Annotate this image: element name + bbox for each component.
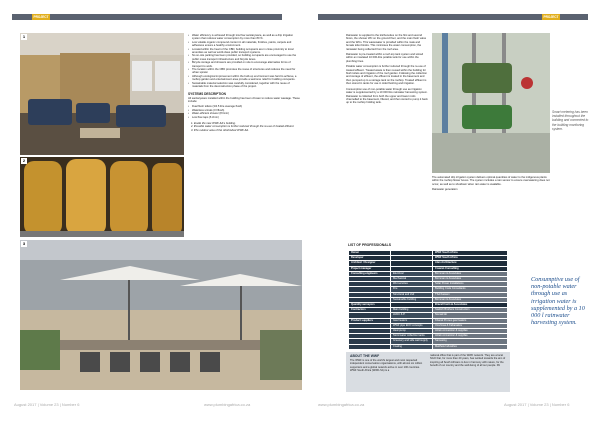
professional-company: WWF South Africa xyxy=(433,251,508,256)
system-item: • Waterless urinals (0 l/flush) xyxy=(188,109,300,112)
professional-company: Umvimea & Kahanakou xyxy=(433,323,508,328)
photo-number-3: 3 xyxy=(22,241,26,246)
system-item: • Water-efficient shower (8 l/min) xyxy=(188,112,300,115)
professional-role: Project manager xyxy=(349,266,391,271)
footer-right-url: www.plumbingafrica.co.za xyxy=(318,402,365,407)
professionals-heading: LIST OF PROFESSIONALS xyxy=(348,243,391,247)
professional-subrole: HVAC & P. xyxy=(391,313,433,318)
meter-caption: Smart metering has been installed throughout the building and connected to the building monitoring system. xyxy=(552,110,589,131)
professional-company: Khanal Pronex gas heaters xyxy=(433,318,508,323)
paragraph: Potable water consumption is further reduced through the re-use of treated effluent. Treated waste is then reused within the building for flush toilets and irrigation of the roof garden. Following the collection and storage of effluent, the effluent is treated in the basement and then pumped up to a storage tank on the rooftop. Treated effluent is then stored in tanks for use in toilet flushing and irrigation. xyxy=(346,65,427,86)
paragraph: Rainwater is supplied to the kitchenettes on the first and second floors, the shower WC on the ground floor, and the main flush valve and the WCs. This wastewater is provided within the male and female toilet blocks. This minimises the water consumption, the rainwater being collected from the roof area. xyxy=(346,34,427,51)
left-text-column xyxy=(188,34,300,132)
professional-company: Bornman & Associates xyxy=(433,277,508,282)
about-heading: ABOUT THE WWF xyxy=(350,354,380,358)
photo-tanks xyxy=(20,157,184,237)
professional-role: Quantity surveyors xyxy=(349,303,391,308)
about-text-left: The WWF is one of the world's largest and most respected independent conservation organisations, with almost six million supporters and a global network active in over 100 countries. WWF South Africa (WWF-SA) is a xyxy=(350,359,423,372)
about-box xyxy=(346,352,510,392)
systems-heading: SYSTEMS DESCRIPTION xyxy=(188,91,226,96)
caption-1: • 1. Inside the new WWF-SA's building. xyxy=(194,122,300,125)
professional-company: TSA Kareem xyxy=(433,292,508,297)
professional-subrole: Fire xyxy=(391,287,433,292)
professional-subrole: Coating xyxy=(391,344,433,349)
feature-item: • The location within the CBD promotes the reuse of structures and reduces the need for urban sprawl. xyxy=(188,68,300,75)
photo-lobby xyxy=(20,33,184,155)
footer-left-url: www.plumbingafrica.co.za xyxy=(204,402,251,407)
professional-subrole: Heat pump xyxy=(391,329,433,334)
paragraph: Rainwater generation xyxy=(432,188,458,192)
professional-company: Nomad Air xyxy=(433,313,508,318)
header-tag-right: PROJECT xyxy=(543,15,559,19)
paragraph: Rainwater is pre-treated within a roof-top tank system and stored within an insulated 10 000-litre potable tank for use within the plumbing lines. xyxy=(346,53,424,63)
professional-company: Airtek conversion & supplies xyxy=(433,329,508,334)
professional-company: Alan Architecture xyxy=(433,261,508,266)
feature-item: • Sustainable material selection was carefully considered, together with the reuse of materials from the deconstruction phase of the project. xyxy=(188,82,300,89)
feature-item: • Although ecological improvement within the built-up environment was hard to achieve, a rooftop garden and entertainment area provide a welcome relief for building occupants. xyxy=(188,75,300,82)
right-text-column xyxy=(432,176,550,194)
features-list xyxy=(188,34,300,89)
professional-subrole: Electrical xyxy=(391,271,433,276)
professional-company: Bornman & Associates xyxy=(433,297,508,302)
professional-company: Stattich Brothers Construction xyxy=(433,308,508,313)
professional-role: Product suppliers xyxy=(349,318,391,323)
professional-subrole: Mechanical xyxy=(391,277,433,282)
professional-company: Airtek conversion & supplies xyxy=(433,334,508,339)
professional-role: Consulting engineers xyxy=(349,271,391,276)
professional-subrole: Greenery and side wall supply xyxy=(391,339,433,344)
middle-text-column xyxy=(346,34,428,107)
professional-role xyxy=(349,344,391,349)
photo-captions xyxy=(188,122,300,132)
professional-company: Building Code Consultants xyxy=(433,287,508,292)
professional-subrole: Gas heaters xyxy=(391,318,433,323)
header-tag-left: PROJECT xyxy=(33,15,49,19)
about-text-right: national office that is part of the WWF network. They are a local NGO that, for more than 40 years, has worked towards the aim of inspiring all South Africans to live in harmony with nature, for the benefit of our country and the well-being of all our people. PA xyxy=(430,354,506,367)
professional-company: WWF South Africa xyxy=(433,256,508,261)
professional-subrole: Sustainable building xyxy=(391,297,433,302)
professional-role: Owner xyxy=(349,251,391,256)
professional-role: Architect / Designer xyxy=(349,261,391,266)
professional-subrole: Stormwater collection tanks xyxy=(391,334,433,339)
professional-company: Bracell Irwin & Associates xyxy=(433,303,508,308)
professional-subrole: Main building xyxy=(391,308,433,313)
feature-item: • Low volatile organic compound content in all materials, finishes, paints, carpets and adhesives ensure a healthy environment. xyxy=(188,41,300,48)
feature-item: • Bicycle storage and showers are provided on site to encourage alternative forms of transport to work. xyxy=(188,61,300,68)
professional-subrole: WWF pipe ECO concepts xyxy=(391,323,433,328)
caption-2: • 2. Possible water consumption is further reduced through the re-use of treated effluent. xyxy=(194,125,300,128)
feature-item: • Located within the heart of the CBD, building occupants are in close proximity to local amenities as well as world-class public transport systems. xyxy=(188,48,300,55)
header-bar-left xyxy=(12,14,282,20)
paragraph: The automated drip irrigation system delivers optimal quantities of water to the indigenous plants within the rooftop flower boxes. The system includes a rain sensor to ensure overwatering does not occur, as well as to shutdown when rain water is available. xyxy=(432,176,550,186)
professional-role: Contractors xyxy=(349,308,391,313)
professional-company: Coavan Consulting xyxy=(433,266,508,271)
feature-item: • Water efficiency is achieved through low flow sanitaryware, as well as a drip irrigation system that reduces water consumption by more than 80 %. xyxy=(188,34,300,41)
footer-right-date: August 2017 | Volume 23 | Number 6 xyxy=(504,402,570,407)
professional-company: Matthew Industries xyxy=(433,344,508,349)
professionals-table xyxy=(348,250,508,350)
paragraph: Consumption use of non-potable water through use as irrigation water is supplemented by a 10 000 litre rainwater harvesting system. Rainwater is collected from both the upper and lower roofs channelled to the basement, filtered, and then stored to pump it back up to the rooftop holding tank. xyxy=(346,87,428,105)
systems-list xyxy=(188,105,300,119)
professional-subrole: Structural and civil xyxy=(391,292,433,297)
system-item: • Low flow taps (6 l/min) xyxy=(188,116,300,119)
photo-meters xyxy=(432,33,550,173)
professional-row xyxy=(349,344,508,349)
photo-number-1: 1 xyxy=(22,34,26,39)
professional-company: Bornman & Associates xyxy=(433,271,508,276)
caption-3: • 3. The outdoor area of the refurbished WWF-SA. xyxy=(194,129,300,132)
photo-number-2: 2 xyxy=(22,158,26,163)
professional-subrole: Wet services xyxy=(391,282,433,287)
systems-intro: All sanitaryware installed within the building has been chosen to reduce water wastage. These include: xyxy=(188,96,300,103)
professional-company: Sameeing xyxy=(433,339,508,344)
feature-item: • No on-site parking has been provided, so building occupants are encouraged to use the public mass transport infrastructure and bicycle lanes. xyxy=(188,54,300,61)
professional-role: Developer xyxy=(349,256,391,261)
professional-company: Solar Power Installations xyxy=(433,282,508,287)
system-item: • Dual flush toilets (3/4.5 litre average flush) xyxy=(188,105,300,108)
pull-quote: Consumptive use of non-potable water through use as irrigation water is supplemented by a 10 000 l rainwater harvesting system. xyxy=(531,276,585,327)
photo-terrace xyxy=(20,240,302,390)
footer-left-date: August 2017 | Volume 23 | Number 6 xyxy=(14,402,80,407)
